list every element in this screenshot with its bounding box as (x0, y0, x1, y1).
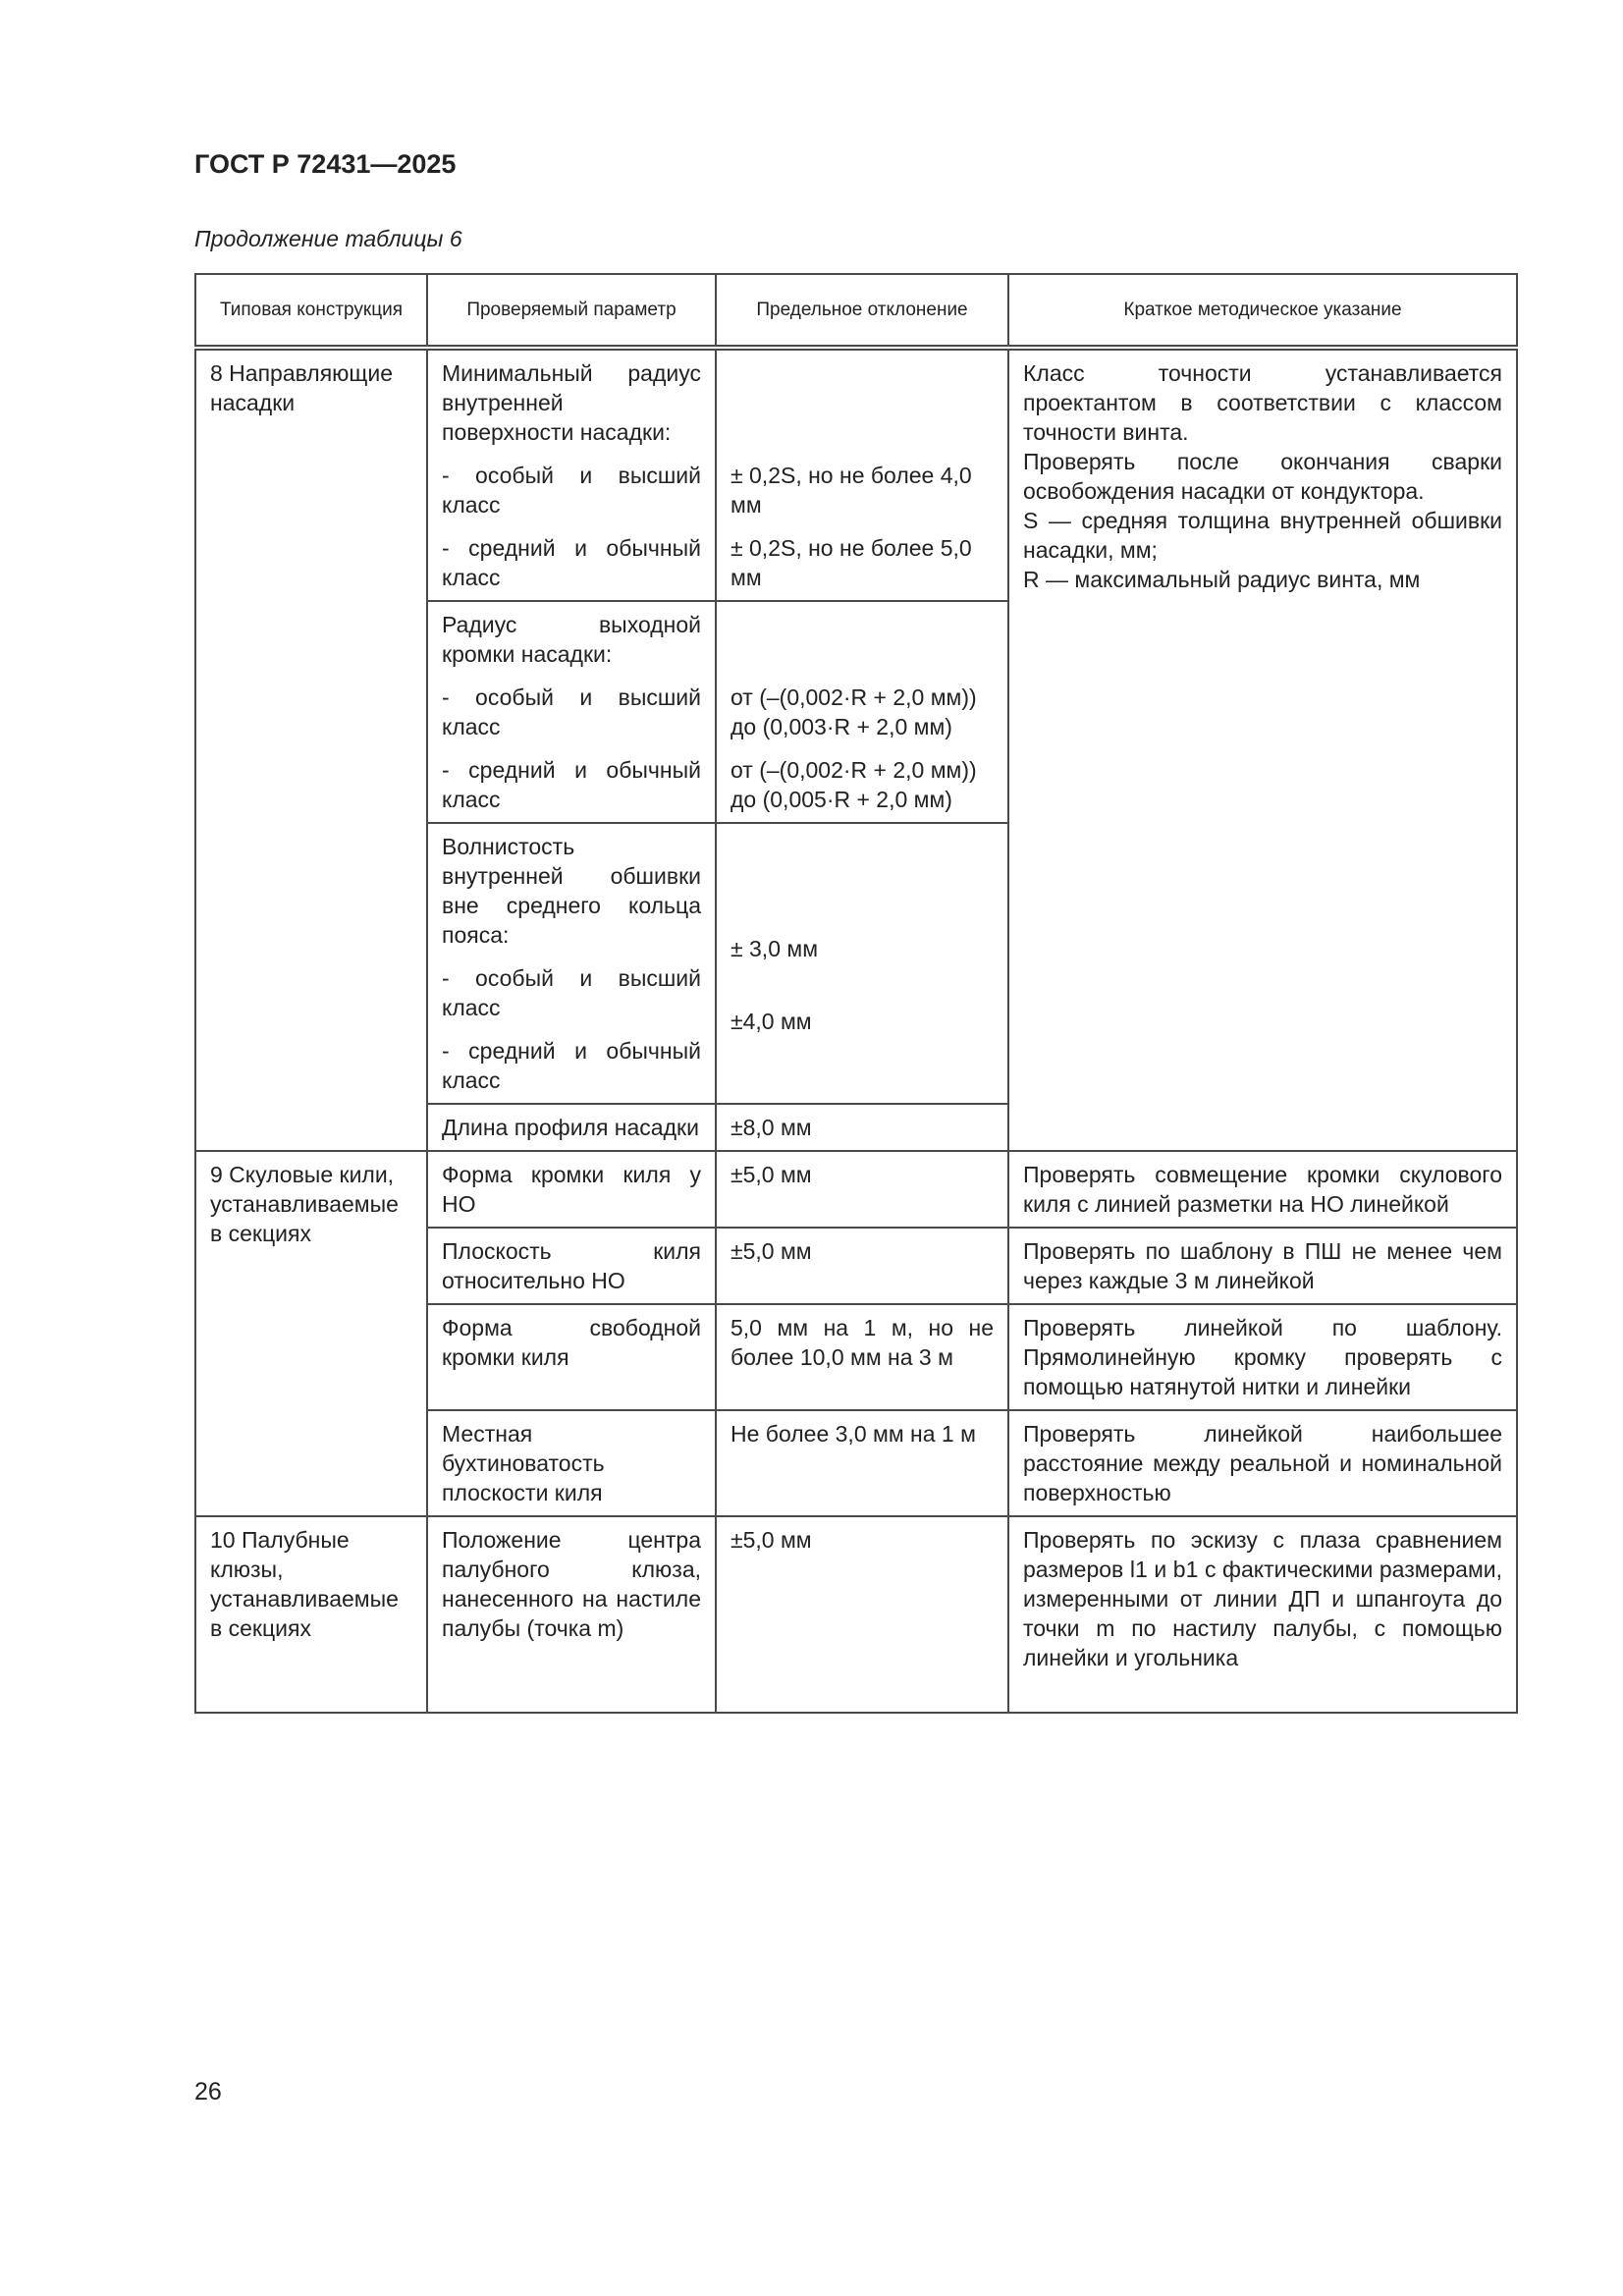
deviation-value: от (–(0,002·R + 2,0 мм)) (730, 684, 977, 710)
parameter-name: Минимальный радиус внутренней поверхности насадки: (442, 360, 701, 445)
method-cell (1008, 348, 1517, 1151)
header-method: Краткое методическое указание (1008, 274, 1517, 348)
deviation-value: ±4,0 мм (730, 1009, 812, 1034)
parameter-cell: Форма свободной кромки киля (427, 1304, 716, 1410)
parameter-name: Волнистость внутренней обшивки вне среднего кольца пояса: (442, 834, 701, 948)
class-label: - особый и высший класс (442, 463, 701, 518)
table-row (195, 348, 1517, 601)
parameter-cell: Местная бухтиноватость плоскости киля (427, 1410, 716, 1516)
tolerance-table (194, 273, 1518, 1714)
construction-cell: 10 Палубные клюзы, устанавливаемые в секциях (195, 1516, 427, 1713)
deviation-value: от (–(0,002·R + 2,0 мм)) (730, 757, 977, 783)
construction-cell: 8 Направляющие насадки (195, 348, 427, 1151)
class-label: - средний и обычный класс (442, 535, 701, 590)
deviation-cell: Не более 3,0 мм на 1 м (716, 1410, 1008, 1516)
page-number: 26 (194, 2078, 222, 2105)
header-deviation: Предельное отклонение (716, 274, 1008, 348)
table-row (195, 1516, 1517, 1713)
method-cell: Проверять совмещение кромки скулового киля с линией разметки на НО линейкой (1008, 1151, 1517, 1228)
note-line: R — максимальный радиус винта, мм (1023, 567, 1421, 592)
class-label: - особый и высший класс (442, 965, 701, 1020)
deviation-cell: ±5,0 мм (716, 1151, 1008, 1228)
header-construction: Типовая конструкция (195, 274, 427, 348)
class-label: - средний и обычный класс (442, 757, 701, 812)
table-header-row (195, 274, 1517, 348)
method-cell: Проверять линейкой по шаблону. Прямолинейную кромку проверять с помощью натянутой нитки и линейки (1008, 1304, 1517, 1410)
deviation-value: ± 0,2S, но не более 5,0 мм (730, 535, 972, 590)
parameter-cell (427, 823, 716, 1104)
deviation-cell: ±8,0 мм (716, 1104, 1008, 1151)
method-cell: Проверять по эскизу с плаза сравнением размеров l1 и b1 с фактическими размерами, измеренными от линии ДП и шпангоута до точки m по настилу палубы, с помощью линейки и угольника (1008, 1516, 1517, 1713)
deviation-cell (716, 348, 1008, 601)
deviation-cell (716, 601, 1008, 823)
class-label: - особый и высший класс (442, 684, 701, 739)
table-row (195, 1151, 1517, 1228)
header-parameter: Проверяемый параметр (427, 274, 716, 348)
method-cell: Проверять линейкой наибольшее расстояние между реальной и номинальной поверхностью (1008, 1410, 1517, 1516)
note-line: S — средняя толщина внутренней обшивки насадки, мм; (1023, 508, 1502, 563)
deviation-value: до (0,003·R + 2,0 мм) (730, 714, 952, 739)
parameter-cell: Длина профиля насадки (427, 1104, 716, 1151)
parameter-name: Радиус выходной кромки насадки: (442, 612, 701, 667)
deviation-value: до (0,005·R + 2,0 мм) (730, 787, 952, 812)
note-line: Проверять после окончания сварки освобождения насадки от кондуктора. (1023, 449, 1502, 504)
deviation-value: ± 0,2S, но не более 4,0 мм (730, 463, 972, 518)
parameter-cell (427, 348, 716, 601)
parameter-cell: Плоскость киля относительно НО (427, 1228, 716, 1304)
deviation-cell: ±5,0 мм (716, 1516, 1008, 1713)
deviation-cell: 5,0 мм на 1 м, но не более 10,0 мм на 3 м (716, 1304, 1008, 1410)
construction-cell: 9 Скуловые кили, устанавливаемые в секциях (195, 1151, 427, 1516)
note-line: Класс точности устанавливается проектантом в соответствии с классом точности винта. (1023, 360, 1502, 445)
deviation-value: ± 3,0 мм (730, 936, 819, 961)
document-title: ГОСТ Р 72431—2025 (194, 149, 457, 179)
deviation-cell (716, 823, 1008, 1104)
class-label: - средний и обычный класс (442, 1038, 701, 1093)
deviation-cell: ±5,0 мм (716, 1228, 1008, 1304)
method-cell: Проверять по шаблону в ПШ не менее чем через каждые 3 м линейкой (1008, 1228, 1517, 1304)
table-caption: Продолжение таблицы 6 (194, 226, 462, 251)
parameter-cell (427, 601, 716, 823)
parameter-cell: Положение центра палубного клюза, нанесенного на настиле палубы (точка m) (427, 1516, 716, 1713)
parameter-cell: Форма кромки киля у НО (427, 1151, 716, 1228)
